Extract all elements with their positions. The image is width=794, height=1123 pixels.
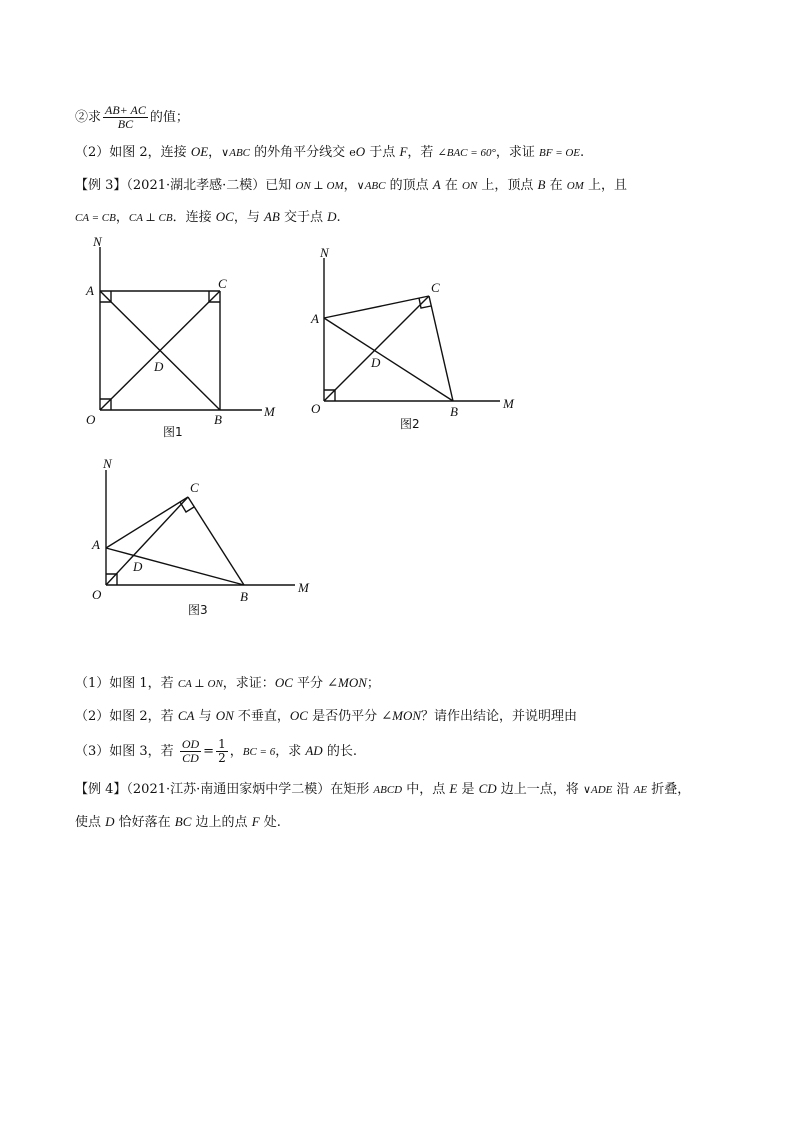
label-C: C xyxy=(218,276,227,291)
fraction xyxy=(103,104,148,131)
math-equation: BC = 6 xyxy=(242,746,276,758)
text: 是 xyxy=(457,782,479,797)
figure-2-caption: 图2 xyxy=(400,417,420,431)
math-O: O xyxy=(355,144,366,159)
example-3-conditions xyxy=(75,207,341,228)
math-triangle: ∨ABC xyxy=(221,147,250,159)
fraction-denominator: CD xyxy=(182,751,199,765)
math-perp: CA ⊥ ON xyxy=(177,678,223,690)
fraction-denominator: BC xyxy=(117,117,134,131)
text: 在 xyxy=(545,178,567,193)
text: 【例 3】（2021·湖北孝感·二模）已知 xyxy=(75,178,296,193)
label-N: N xyxy=(93,234,102,249)
text: 平分 xyxy=(292,676,328,691)
text: 使点 xyxy=(75,815,106,830)
math-AD: AD xyxy=(305,743,323,758)
math-ON: ON xyxy=(215,708,234,723)
label-A: A xyxy=(92,537,100,552)
fraction-od-cd xyxy=(180,738,201,765)
math-D: D xyxy=(105,814,115,829)
label-N: N xyxy=(103,456,112,471)
math-BC: BC xyxy=(174,814,192,829)
label-B: B xyxy=(214,412,222,427)
math-CA: CA xyxy=(177,708,195,723)
math-ON: ON xyxy=(461,180,478,192)
text: 恰好落在 xyxy=(114,815,175,830)
circled-2-label: ②求 xyxy=(75,110,102,125)
example-3-heading xyxy=(75,175,627,196)
label-D: D xyxy=(371,355,381,370)
text: 交于点 xyxy=(279,210,328,225)
question-1 xyxy=(75,673,380,694)
text: （2）如图 2，连接 xyxy=(75,145,191,160)
text: 的值； xyxy=(149,110,189,125)
text: 中，点 xyxy=(402,782,450,797)
text: 是否仍平分 xyxy=(307,709,382,724)
text: 与 xyxy=(194,709,216,724)
math-AE: AE xyxy=(633,784,648,796)
math-equation: BF = OE xyxy=(539,147,581,159)
math-OE: OE xyxy=(190,144,209,159)
text: 沿 xyxy=(612,782,634,797)
label-N: N xyxy=(320,245,329,260)
label-M: M xyxy=(503,396,514,411)
text: 的顶点 xyxy=(385,178,433,193)
label-B: B xyxy=(240,589,248,604)
math-OM: OM xyxy=(566,180,584,192)
label-M: M xyxy=(264,404,275,419)
label-A: A xyxy=(311,311,319,326)
text: ，求 xyxy=(275,744,306,759)
fraction-numerator: 1 xyxy=(218,737,226,751)
math-equation: CA = CB xyxy=(75,212,116,224)
text: 的外角平分线交 xyxy=(250,145,350,160)
example-4-heading xyxy=(75,779,690,800)
text: 在 xyxy=(440,178,462,193)
text: ，求证 xyxy=(495,145,539,160)
math-angle: ∠MON xyxy=(381,708,422,723)
math-triangle: ∨ADE xyxy=(582,784,613,796)
text: ？请作出结论，并说明理由 xyxy=(421,709,578,724)
text: ， xyxy=(343,178,357,193)
segment-OC xyxy=(324,296,429,401)
figure-1 xyxy=(80,232,290,442)
math-OC: OC xyxy=(274,675,293,690)
text: ， xyxy=(229,744,243,759)
fraction-numerator: OD xyxy=(181,737,200,751)
math-E: E xyxy=(449,781,458,796)
example-4-continued xyxy=(75,812,281,833)
question-3 xyxy=(75,738,357,765)
math-OC: OC xyxy=(215,209,234,224)
text: ； xyxy=(366,676,380,691)
label-B: B xyxy=(450,404,458,419)
label-O: O xyxy=(311,401,321,416)
math-angle: ∠MON xyxy=(327,675,367,690)
text: 不垂直， xyxy=(233,709,290,724)
label-O: O xyxy=(86,412,96,427)
text: 边上的点 xyxy=(191,815,252,830)
math-circle-symbol: e xyxy=(349,146,356,159)
text: 【例 4】（2021·江苏·南通田家炳中学二模）在矩形 xyxy=(75,782,374,797)
part-2-line xyxy=(75,142,584,163)
text: 折叠， xyxy=(647,782,691,797)
fraction-half xyxy=(216,738,228,765)
fraction-numerator: AB+ AC xyxy=(105,103,146,117)
segment-CB xyxy=(429,296,453,401)
math-F: F xyxy=(251,814,260,829)
figure-3 xyxy=(80,452,320,624)
math-F: F xyxy=(399,144,408,159)
text: . xyxy=(336,210,341,225)
question-2 xyxy=(75,706,577,727)
text: ，与 xyxy=(233,210,264,225)
text: （2）如图 2，若 xyxy=(75,709,178,724)
figure-1-caption: 图1 xyxy=(163,425,183,439)
math-D: D xyxy=(327,209,337,224)
text: 上，顶点 xyxy=(477,178,538,193)
math-AB: AB xyxy=(263,209,280,224)
label-A: A xyxy=(86,283,94,298)
math-perp: ON ⊥ OM xyxy=(295,180,344,192)
math-A: A xyxy=(432,177,441,192)
text: 于点 xyxy=(365,145,400,160)
fraction-denominator: 2 xyxy=(218,751,226,765)
figure-2 xyxy=(305,240,530,440)
figure-3-caption: 图3 xyxy=(188,603,208,617)
label-O: O xyxy=(92,587,102,602)
label-C: C xyxy=(431,280,440,295)
equals-sign: = xyxy=(203,744,215,759)
text: ， xyxy=(115,210,129,225)
math-ABCD: ABCD xyxy=(373,784,403,796)
math-triangle: ∨ABC xyxy=(356,180,386,192)
math-B: B xyxy=(537,177,546,192)
text: ．连接 xyxy=(172,210,216,225)
text: 处. xyxy=(259,815,281,830)
text: ，求证： xyxy=(222,676,275,691)
text: （3）如图 3，若 xyxy=(75,744,178,759)
label-D: D xyxy=(133,559,143,574)
text: 的长. xyxy=(322,744,357,759)
math-CD: CD xyxy=(478,781,497,796)
problem-2-line xyxy=(75,104,189,131)
text: （1）如图 1，若 xyxy=(75,676,178,691)
segment-AB xyxy=(324,318,453,401)
math-OC: OC xyxy=(289,708,308,723)
label-M: M xyxy=(298,580,309,595)
text: ， xyxy=(208,145,222,160)
segment-AC xyxy=(324,296,429,318)
label-C: C xyxy=(190,480,199,495)
text: 边上一点，将 xyxy=(496,782,583,797)
label-D: D xyxy=(154,359,164,374)
text: 上，且 xyxy=(583,178,627,193)
math-angle: ∠BAC = 60° xyxy=(437,147,496,159)
text: . xyxy=(580,145,585,160)
text: ，若 xyxy=(407,145,438,160)
math-perp: CA ⊥ CB xyxy=(128,212,173,224)
